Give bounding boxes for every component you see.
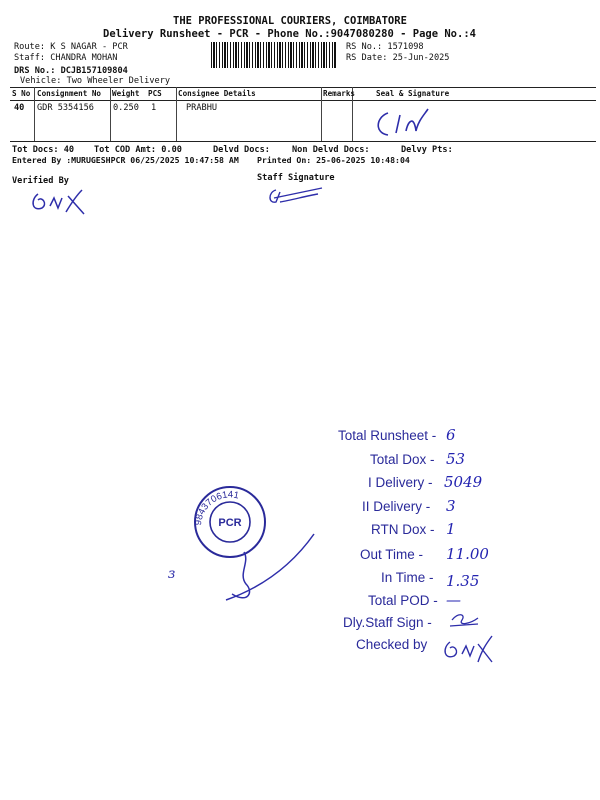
col-header-pcs: PCS bbox=[148, 89, 162, 98]
stamp-value-out-time: 11.00 bbox=[446, 545, 489, 563]
delvd-docs: Delvd Docs: bbox=[213, 145, 270, 155]
runsheet-subtitle: Delivery Runsheet - PCR - Phone No.:9047080280 - Page No.:4 bbox=[103, 28, 476, 40]
col-divider bbox=[176, 87, 177, 141]
stamp-value-ii-delivery: 3 bbox=[446, 497, 456, 515]
stamp-value-rtn-dox: 1 bbox=[446, 520, 456, 538]
stamp-label-total-runsheet: Total Runsheet - bbox=[338, 428, 437, 443]
staff-signature-mark bbox=[262, 182, 328, 212]
staff-field: Staff: CHANDRA MOHAN bbox=[14, 53, 118, 63]
drs-field: DRS No.: DCJB157109804 bbox=[14, 66, 128, 76]
col-header-signature: Seal & Signature bbox=[376, 89, 450, 98]
table-bottom-border bbox=[10, 141, 596, 142]
route-field: Route: K S NAGAR - PCR bbox=[14, 42, 128, 52]
cell-sno: 40 bbox=[14, 103, 25, 113]
vehicle-field: Vehicle: Two Wheeler Delivery bbox=[20, 76, 171, 86]
stamp-label-checked-by: Checked by bbox=[356, 637, 428, 652]
tot-cod: Tot COD Amt: 0.00 bbox=[94, 145, 182, 155]
stamp-label-dly-staff-sign: Dly.Staff Sign - bbox=[343, 615, 432, 630]
stamp-label-total-dox: Total Dox - bbox=[370, 452, 435, 467]
non-delvd-docs: Non Delvd Docs: bbox=[292, 145, 370, 155]
verified-by-signature bbox=[28, 186, 98, 220]
cell-consignee: PRABHU bbox=[186, 103, 218, 113]
stray-mark: ɜ bbox=[168, 566, 176, 582]
col-divider bbox=[321, 87, 322, 141]
col-header-remarks: Remarks bbox=[323, 89, 356, 98]
stamp-label-ii-delivery: II Delivery - bbox=[362, 499, 431, 514]
table-header-border bbox=[10, 100, 596, 101]
rs-date: RS Date: 25-Jun-2025 bbox=[346, 53, 450, 63]
verified-by-label: Verified By bbox=[12, 176, 69, 186]
cell-pcs: 1 bbox=[151, 103, 157, 113]
tot-docs: Tot Docs: 40 bbox=[12, 145, 75, 155]
stamp-label-i-delivery: I Delivery - bbox=[368, 475, 433, 490]
col-divider bbox=[110, 87, 111, 141]
stamp-value-total-pod: — bbox=[446, 591, 461, 609]
entered-by: Entered By :MURUGESHPCR 06/25/2025 10:47:58 AM bbox=[12, 155, 239, 165]
table-top-border bbox=[10, 87, 596, 88]
col-header-weight: Weight bbox=[112, 89, 140, 98]
dly-staff-signature bbox=[448, 608, 482, 630]
staff-signature-label: Staff Signature bbox=[257, 173, 335, 183]
col-divider bbox=[34, 87, 35, 141]
rs-number: RS No.: 1571098 bbox=[346, 42, 424, 52]
stamp-label-out-time: Out Time - bbox=[360, 547, 424, 562]
seal-center-text: PCR bbox=[218, 517, 242, 529]
col-header-consignee: Consignee Details bbox=[178, 89, 256, 98]
cell-consignment: GDR 5354156 bbox=[37, 103, 94, 113]
stamp-label-in-time: In Time - bbox=[381, 570, 434, 585]
stamp-label-rtn-dox: RTN Dox - bbox=[371, 522, 435, 537]
stamp-label-total-pod: Total POD - bbox=[368, 593, 438, 608]
stamp-value-in-time: 1.35 bbox=[446, 572, 480, 590]
stamp-value-total-dox: 53 bbox=[446, 450, 466, 468]
checked-by-signature bbox=[440, 632, 496, 668]
seal-signature bbox=[220, 528, 320, 608]
handwritten-signature bbox=[370, 101, 440, 141]
delvy-pts: Delvy Pts: bbox=[401, 145, 453, 155]
col-header-consignment: Consignment No bbox=[37, 89, 102, 98]
stamp-value-i-delivery: 5049 bbox=[444, 473, 483, 491]
barcode-image bbox=[211, 42, 337, 68]
seal-ring-text: 9843706141 bbox=[192, 489, 240, 526]
col-header-sno: S No bbox=[12, 89, 31, 98]
stamp-value-total-runsheet: 6 bbox=[446, 426, 456, 444]
cell-weight: 0.250 bbox=[113, 103, 139, 113]
printed-on: Printed On: 25-06-2025 10:48:04 bbox=[257, 155, 410, 165]
company-title: THE PROFESSIONAL COURIERS, COIMBATORE bbox=[173, 15, 407, 27]
